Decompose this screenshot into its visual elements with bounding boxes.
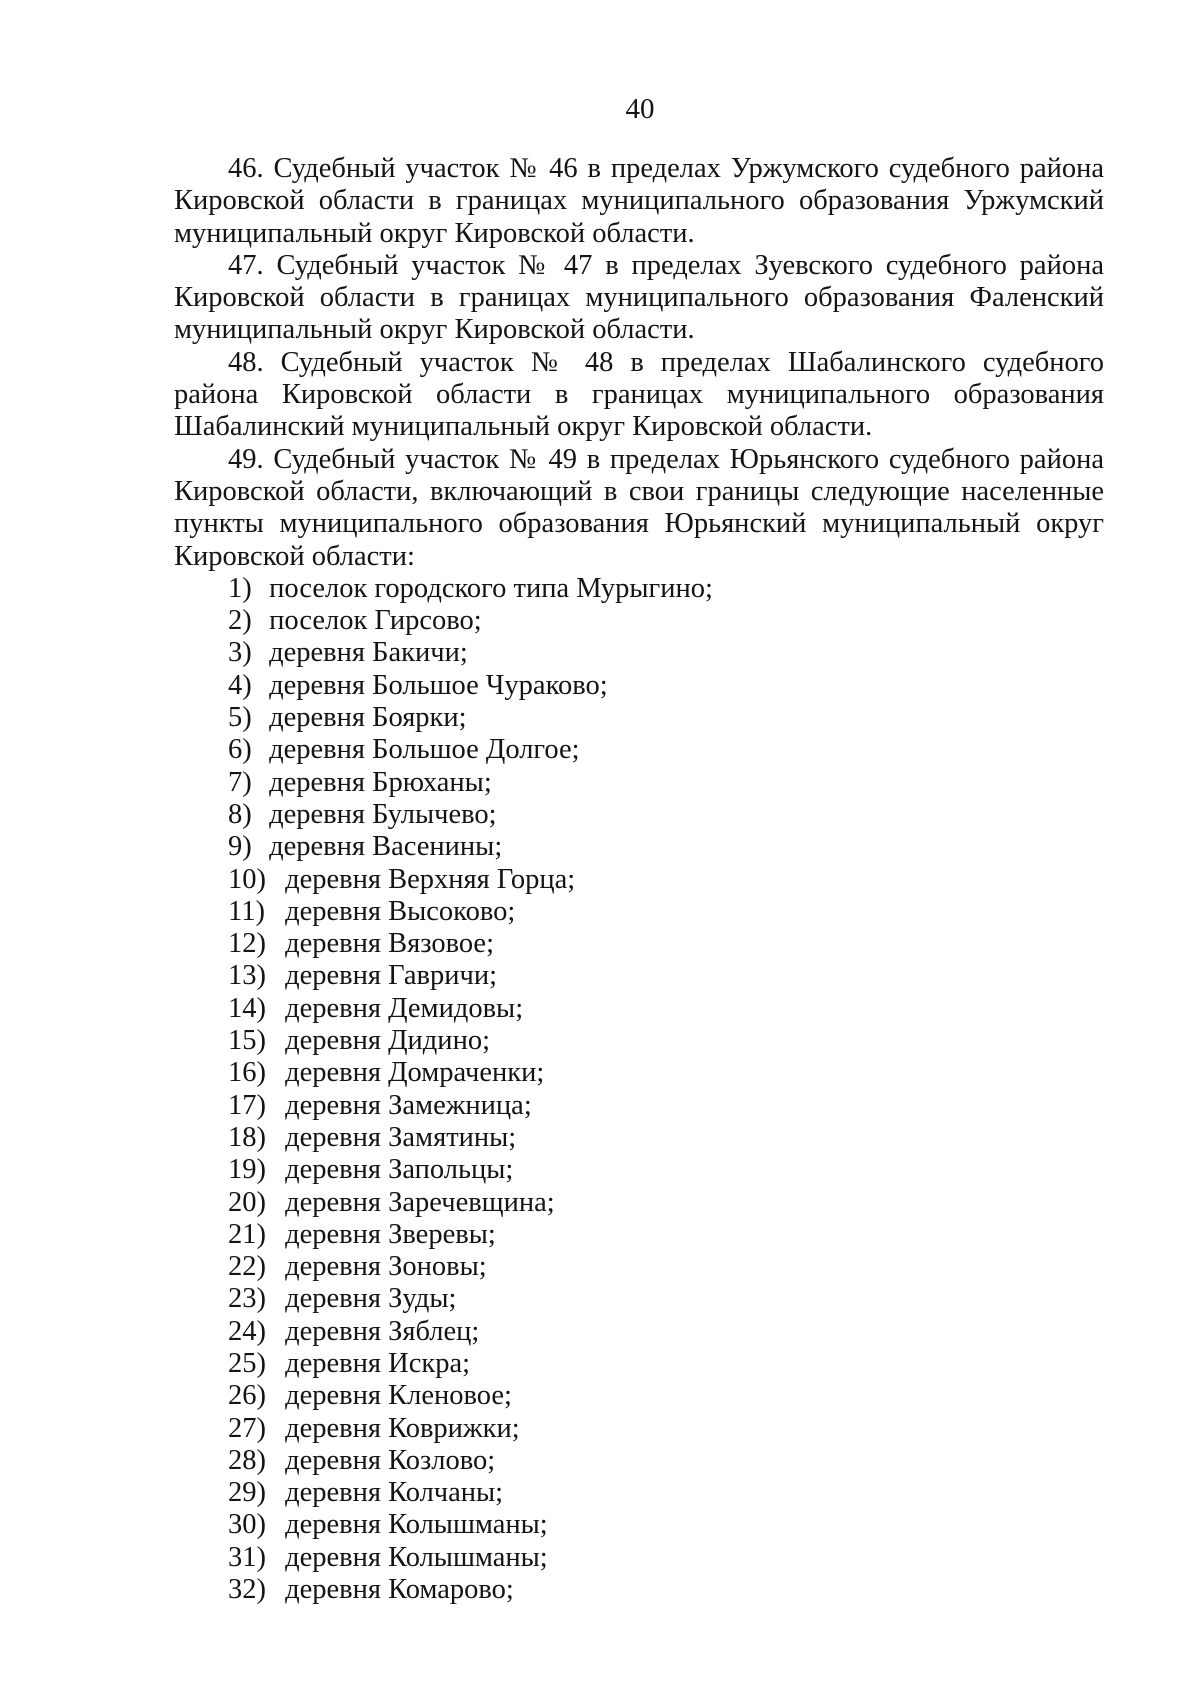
paragraph-47: 47. Судебный участок № 47 в пределах Зуевского судебного района Кировской области в границах муниципального образования Фаленский муниципальный округ Кировской области. xyxy=(174,249,1104,346)
list-item-number: 18) xyxy=(228,1121,266,1153)
list-item-text: деревня Зверевы; xyxy=(285,1218,496,1250)
list-item-text: деревня Боярки; xyxy=(269,702,467,734)
list-item xyxy=(174,928,1104,960)
list-item xyxy=(174,1445,1104,1477)
list-item-number: 21) xyxy=(228,1218,266,1250)
list-item xyxy=(174,993,1104,1025)
list-item xyxy=(174,637,1104,669)
list-item xyxy=(174,1090,1104,1122)
page-number: 40 xyxy=(625,93,655,125)
list-item xyxy=(174,573,1104,605)
list-item xyxy=(174,1251,1104,1283)
list-item-text: деревня Зоновы; xyxy=(285,1251,487,1283)
list-item-number: 11) xyxy=(228,895,265,927)
list-item-text: деревня Верхняя Горца; xyxy=(285,863,576,895)
list-item-number: 24) xyxy=(228,1315,266,1347)
list-item-text: деревня Васенины; xyxy=(269,831,503,863)
list-item xyxy=(174,702,1104,734)
list-item-text: деревня Кленовое; xyxy=(285,1380,512,1412)
list-item xyxy=(174,1219,1104,1251)
list-item-text: деревня Замятины; xyxy=(285,1121,517,1153)
list-item-text: деревня Большое Долгое; xyxy=(269,734,580,766)
list-item xyxy=(174,1283,1104,1315)
list-item-number: 30) xyxy=(228,1509,266,1541)
list-item-text: деревня Домраченки; xyxy=(285,1057,545,1089)
list-item xyxy=(174,831,1104,863)
list-item-number: 5) xyxy=(228,702,252,734)
list-item xyxy=(174,1187,1104,1219)
list-item xyxy=(174,767,1104,799)
list-item-text: деревня Гавричи; xyxy=(285,960,497,992)
list-item-number: 19) xyxy=(228,1154,266,1186)
list-item xyxy=(174,1025,1104,1057)
list-item xyxy=(174,1316,1104,1348)
list-item xyxy=(174,960,1104,992)
list-item-number: 23) xyxy=(228,1283,266,1315)
list-item xyxy=(174,670,1104,702)
list-item-number: 22) xyxy=(228,1251,266,1283)
list-item xyxy=(174,1509,1104,1541)
list-item-text: деревня Колышманы; xyxy=(285,1509,548,1541)
list-item-text: деревня Вязовое; xyxy=(285,928,495,960)
list-item xyxy=(174,864,1104,896)
list-item-number: 7) xyxy=(228,766,252,798)
list-item-number: 4) xyxy=(228,669,252,701)
list-item xyxy=(174,1574,1104,1606)
list-item xyxy=(174,1477,1104,1509)
list-item-text: деревня Булычево; xyxy=(269,798,497,830)
list-item-text: деревня Колчаны; xyxy=(285,1477,504,1509)
paragraph-46: 46. Судебный участок № 46 в пределах Уржумского судебного района Кировской области в границах муниципального образования Уржумский муниципальный округ Кировской области. xyxy=(174,153,1104,249)
list-item-text: деревня Колышманы; xyxy=(285,1541,548,1573)
list-item-text: поселок Гирсово; xyxy=(269,605,482,637)
list-item xyxy=(174,896,1104,928)
list-item-text: деревня Высоково; xyxy=(285,895,516,927)
list-item-number: 31) xyxy=(228,1541,266,1573)
list-item xyxy=(174,1348,1104,1380)
list-item-number: 12) xyxy=(228,928,266,960)
list-item-text: деревня Бакичи; xyxy=(269,637,468,669)
paragraph-49: 49. Судебный участок № 49 в пределах Юрьянского судебного района Кировской области, включающий в свои границы следующие населенные пункты муниципального образования Юрьянский муниципальный округ Кировской области: xyxy=(174,443,1104,572)
list-item-number: 16) xyxy=(228,1057,266,1089)
list-item-number: 25) xyxy=(228,1347,266,1379)
list-item-number: 15) xyxy=(228,1025,266,1057)
list-item xyxy=(174,799,1104,831)
list-item-number: 27) xyxy=(228,1412,266,1444)
list-item xyxy=(174,1380,1104,1412)
list-item-number: 17) xyxy=(228,1089,266,1121)
list-item-text: деревня Коврижки; xyxy=(285,1412,520,1444)
list-item-text: деревня Дидино; xyxy=(285,1025,490,1057)
list-item-number: 14) xyxy=(228,992,266,1024)
list-item-number: 20) xyxy=(228,1186,266,1218)
list-item-text: деревня Демидовы; xyxy=(285,992,524,1024)
list-item-number: 3) xyxy=(228,637,252,669)
list-item xyxy=(174,734,1104,766)
list-item xyxy=(174,1413,1104,1445)
list-item-text: деревня Брюханы; xyxy=(269,766,492,798)
list-item-number: 32) xyxy=(228,1574,266,1606)
paragraph-48: 48. Судебный участок № 48 в пределах Шабалинского судебного района Кировской области в границах муниципального образования Шабалинский муниципальный округ Кировской области. xyxy=(174,346,1104,443)
list-item-text: деревня Зяблец; xyxy=(285,1315,480,1347)
list-item-number: 10) xyxy=(228,863,266,895)
list-item-number: 6) xyxy=(228,734,252,766)
list-item-number: 28) xyxy=(228,1444,266,1476)
list-item-number: 2) xyxy=(228,605,252,637)
list-item xyxy=(174,1122,1104,1154)
list-item xyxy=(174,605,1104,637)
list-item-text: деревня Комарово; xyxy=(285,1574,514,1606)
list-item xyxy=(174,1542,1104,1574)
list-item-text: деревня Заречевщина; xyxy=(285,1186,555,1218)
list-item-number: 1) xyxy=(228,572,252,604)
list-item-text: поселок городского типа Мурыгино; xyxy=(269,572,713,604)
list-item xyxy=(174,1154,1104,1186)
list-item-number: 8) xyxy=(228,798,252,830)
list-item xyxy=(174,1057,1104,1089)
list-item-text: деревня Большое Чураково; xyxy=(269,669,608,701)
list-item-number: 9) xyxy=(228,831,252,863)
list-item-number: 29) xyxy=(228,1477,266,1509)
list-item-text: деревня Запольцы; xyxy=(285,1154,514,1186)
settlement-list xyxy=(174,573,1104,1607)
list-item-text: деревня Козлово; xyxy=(285,1444,496,1476)
document-body xyxy=(174,153,1104,1606)
list-item-number: 13) xyxy=(228,960,266,992)
list-item-text: деревня Зуды; xyxy=(285,1283,457,1315)
list-item-number: 26) xyxy=(228,1380,266,1412)
list-item-text: деревня Искра; xyxy=(285,1347,471,1379)
list-item-text: деревня Замежница; xyxy=(285,1089,532,1121)
